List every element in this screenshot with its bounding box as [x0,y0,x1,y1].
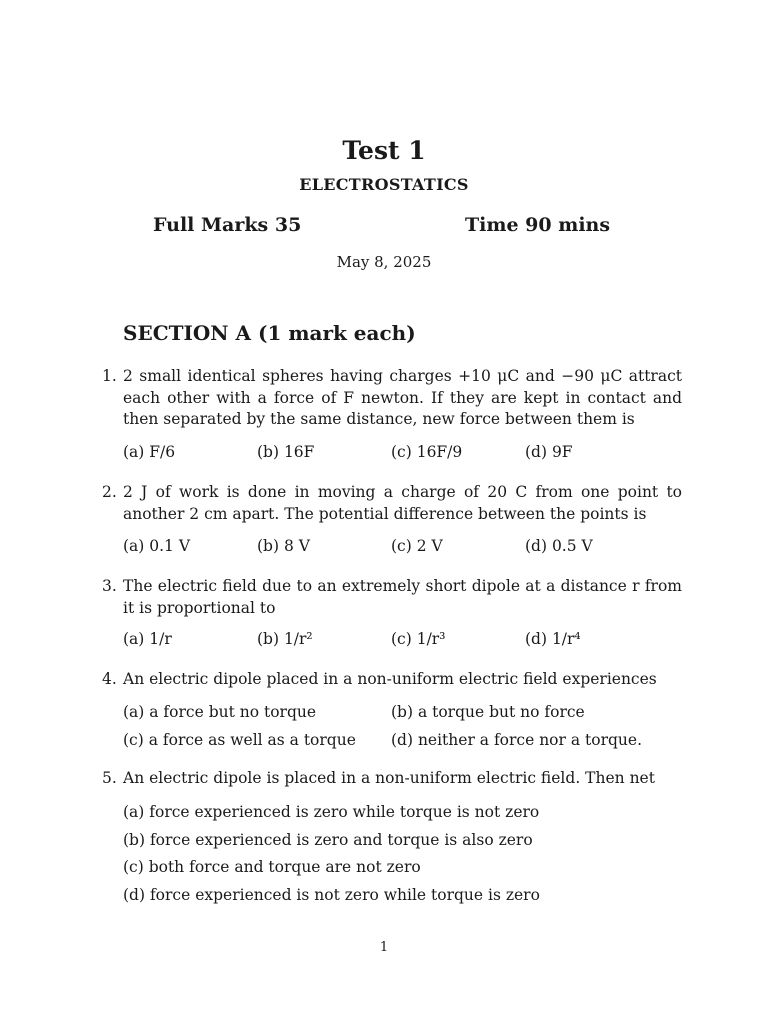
option-c: (c) 2 V [391,537,443,555]
time-limit: Time 90 mins [465,214,611,236]
question-text: The electric field due to an extremely short dipole at a distance r from it is proportional to [123,577,682,617]
question-number: 4. [102,670,117,688]
test-title: Test 1 [342,136,426,165]
question-text: 2 small identical spheres having charges +10 μC and −90 μC attract each other with a force of F newton. If they are kept in contact and then separated by the same distance, new force between them is [123,367,682,428]
question-text: An electric dipole is placed in a non-uniform electric field. Then net [123,769,655,787]
question-text: An electric dipole placed in a non-uniform electric field experiences [123,670,657,688]
option-d: (d) force experienced is not zero while torque is zero [123,886,540,904]
option-a: (a) a force but no torque [123,703,317,721]
question-number: 1. [102,367,117,385]
question-4 [102,669,682,691]
option-a: (a) 0.1 V [123,537,191,555]
option-d: (d) neither a force nor a torque. [391,731,642,749]
option-b: (b) a torque but no force [391,703,585,721]
question-3 [102,576,682,619]
question-1 [102,366,682,431]
option-d: (d) 1/r⁴ [525,630,581,648]
option-c: (c) both force and torque are not zero [123,858,421,876]
option-a: (a) force experienced is zero while torque is not zero [123,803,540,821]
test-subtitle: ELECTROSTATICS [299,175,469,194]
question-number: 3. [102,577,117,595]
option-b: (b) 8 V [257,537,310,555]
option-b: (b) force experienced is zero and torque is also zero [123,831,533,849]
option-a: (a) F/6 [123,443,176,461]
option-a: (a) 1/r [123,630,172,648]
question-5 [102,768,682,790]
test-date: May 8, 2025 [336,253,432,271]
option-d: (d) 9F [525,443,573,461]
page-number: 1 [379,940,389,955]
option-b: (b) 1/r² [257,630,313,648]
question-number: 5. [102,769,117,787]
option-d: (d) 0.5 V [525,537,593,555]
option-c: (c) 16F/9 [391,443,463,461]
option-c: (c) 1/r³ [391,630,446,648]
option-c: (c) a force as well as a torque [123,731,356,749]
question-number: 2. [102,483,117,501]
full-marks: Full Marks 35 [153,214,302,236]
question-text: 2 J of work is done in moving a charge of 20 C from one point to another 2 cm apart. The potential difference between the points is [123,483,682,523]
question-2 [102,482,682,525]
section-heading: SECTION A (1 mark each) [123,321,416,345]
option-b: (b) 16F [257,443,315,461]
